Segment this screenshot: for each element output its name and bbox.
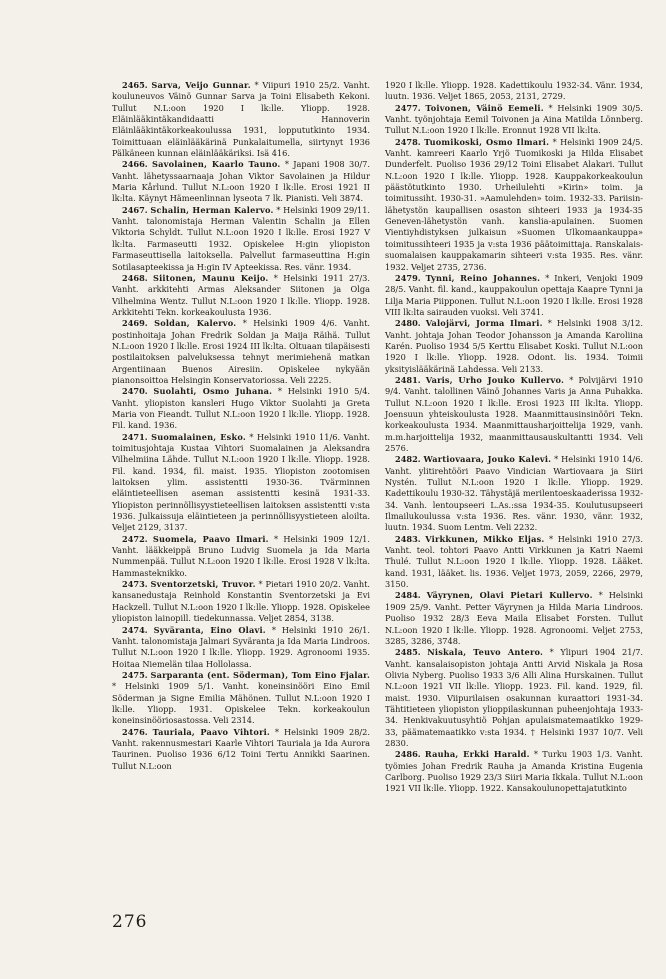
register-entry (385, 80, 643, 103)
register-entry (112, 670, 370, 727)
register-entry (112, 386, 370, 431)
entry-name: Sventorzetski, Truvor. (150, 579, 256, 590)
entry-text: * Ylipuri 1904 21/7. Vanht. kansalaisopiston johtaja Antti Arvid Niskala ja Rosa Olivia Nyberg. Puoliso 1933 3/6 Alli Alina Hurskainen. Tullut N.L:oon 1921 VII lk:lle. Yliopp. 1923. Fil. kand. 1929, fil. maist. 1930. Viipurilaisen osakunnan kuraattori 1931-34. Tähtitieteen yliopiston ylioppilaskunnan puheenjohtaja 1933-34. Henkivakuutusyhtiö Pohjan apulaismatemaatikko 1929-33, päämatemaatikko v:sta 1934. † Helsinki 1937 10/7. Veli 2830. (385, 647, 644, 748)
entry-name: Rauha, Erkki Harald. (424, 749, 530, 760)
entry-text: * Pietari 1910 20/2. Vanht. kansanedustaja Reinhold Konstantin Sventorzetski ja Evi Hackzell. Tullut N.L:oon 1920 I lk:lle. Yliopp. 1928. Opiskelee yliopiston lainopill. tiedekunnassa. Veljet 2854, 3138. (112, 579, 370, 624)
entry-name: Tynni, Reino Johannes. (425, 272, 541, 283)
entry-name: Virkkunen, Mikko Eljas. (425, 533, 545, 544)
entry-number: 2476. (122, 726, 148, 737)
entry-name: Suomalainen, Esko. (151, 431, 246, 442)
register-entry (112, 432, 370, 534)
entry-number: 2475. (122, 669, 148, 680)
entry-name: Sarparanta (ent. Söderman), Tom Eino Fjalar. (150, 669, 370, 680)
entry-number: 2472. (122, 533, 148, 544)
entry-name: Valojärvi, Jorma Ilmari. (425, 318, 543, 329)
entry-number: 2479. (395, 272, 421, 283)
entry-text: * Turku 1903 1/3. Vanht. työmies Johan Fredrik Rauha ja Amanda Kristina Eugenia Carlborg. Puoliso 1929 23/3 Siiri Maria Ikkala. Tullut N.L:oon 1921 VII lk:lle. Yliopp. 1922. Kansakoulunopettajatutkinto (385, 749, 644, 794)
entry-text: * Helsinki 1909 29/11. Vanht. talonomistaja Herman Valentin Schalin ja Ellen Viktoria Schyldt. Tullut N.L:oon 1920 I lk:lle. Erosi 1927 V lk:lta. Farmaseutti 1932. Opiskelee H:gin yliopiston Farmaseuttisella laitoksella. Palvellut farmaseuttina H:gin Sotilasapteekissa ja H:gin IV Apteekissa. Res. vänr. 1934. (112, 204, 371, 272)
entry-name: Toivonen, Väinö Eemeli. (425, 102, 544, 113)
entry-number: 2471. (122, 431, 148, 442)
entry-name: Suolahti, Osmo Juhana. (153, 386, 273, 397)
entry-number: 2485. (395, 647, 421, 658)
register-entry (112, 318, 370, 386)
entry-number: 2477. (395, 102, 421, 113)
entry-number: 2466. (122, 159, 148, 170)
entry-number: 2478. (395, 136, 421, 147)
register-entry (112, 273, 370, 318)
entry-text: * Helsinki 1910 11/6. Vanht. toimitusjohtaja Kustaa Vihtori Suomalainen ja Aleksandra Vilhelmiina Lähde. Tullut N.L:oon 1920 I lk:lle. Yliopp. 1928. Fil. kand. 1934, fil. maist. 1935. Yliopiston zootomisen laitoksen ylim. assistentti 1930-36. Tvärminnen eläintieteellisen aseman assistentti kesinä 1931-33. Yliopiston perinnöllisyystieteellisen laitoksen assistentti v:sta 1936. Julkaissuja eläintieteen ja perinnöllisyystieteen aloilta. Veljet 2129, 3137. (112, 431, 370, 533)
register-entry (385, 137, 643, 273)
page-number: 276 (112, 912, 148, 932)
register-entry (112, 727, 370, 772)
entry-text: * Inkeri, Venjoki 1909 28/5. Vanht. fil. kand., kauppakoulun opettaja Kaapre Tynni ja Lilja Maria Piipponen. Tullut N.L:oon 1920 I lk:lle. Erosi 1928 VIII lk:lta sairauden vuoksi. Veli 3741. (385, 272, 643, 317)
entry-number: 2482. (395, 454, 421, 465)
entry-name: Suomela, Paavo Ilmari. (152, 533, 269, 544)
entry-text: * Helsinki 1909 25/9. Vanht. Petter Väyrynen ja Hilda Maria Lindroos. Puoliso 1932 28/3 Eeva Maila Elisabet Forsten. Tullut N.L:oon 1920 I lk:lle. Yliopp. 1928. Agronoomi. Veljet 2753, 3285, 3286, 3748. (385, 590, 643, 646)
entry-name: Soldan, Kalervo. (154, 318, 237, 329)
entry-text: * Helsinki 1909 4/6. Vanht. postinhoitaja Johan Fredrik Soldan ja Maija Räihä. Tullut N.L:oon 1920 I lk:lle. Erosi 1924 III lk:lta. Oltuaan tilapäisesti postilaitoksen palveluksessa tehnyt merimiehenä matkan Argentiinaan Buenos Airesiin. Opiskelee nykyään pianonsoittoa Helsingin Konservatoriossa. Veli 2225. (112, 318, 370, 385)
register-entry (385, 273, 643, 318)
entry-number: 2483. (395, 533, 421, 544)
entry-number: 2465. (122, 80, 148, 90)
register-entry (385, 103, 643, 137)
register-entry (112, 534, 370, 579)
entry-text: * Polvijärvi 1910 9/4. Vanht. talollinen Väinö Johannes Varis ja Anna Puhakka. Tullut N.L:oon 1920 I lk:lle. Erosi 1923 III lk:lta. Yliopp. Joensuun yhteiskoulusta 1928. Maanmittausinsinööri Tekn. korkeakoulusta 1934. Maanmittausharjoittelija 1929, vanh. m.m.harjoittelija 1932, maanmittausauskultantti 1934. Veli 2576. (385, 374, 643, 453)
entry-name: Savolainen, Kaarlo Tauno. (152, 159, 281, 170)
entry-name: Väyrynen, Olavi Pietari Kullervo. (426, 590, 593, 601)
entry-text: * Viipuri 1910 25/2. Vanht. kouluneuvos Väinö Gunnar Sarva ja Toini Elisabeth Kekoni. Tullut N.L:oon 1920 I lk:lle. Yliopp. 1928. Eläinlääkintäkandidaatti Hannoverin Eläinlääkintäkorkeakoulussa 1931, loppututkinto 1934. Toimittuaan eläinlääkärinä Punkalaitumella, siirtynyt 1936 Pälkäneen kunnan eläinlääkäriksi. Isä 416. (112, 80, 370, 159)
entry-number: 2486. (395, 749, 421, 760)
register-entry (385, 375, 643, 454)
entry-number: 2481. (395, 374, 421, 385)
register-entry (112, 579, 370, 624)
register-entry (112, 625, 370, 670)
entry-number: 2469. (122, 318, 148, 329)
entry-name: Schalin, Herman Kalervo. (150, 204, 274, 215)
entry-text: * Helsinki 1909 28/2. Vanht. rakennusmestari Kaarle Vihtori Tauriala ja Ida Aurora Taurinen. Puoliso 1936 6/12 Toini Tertu Annikki Saarinen. Tullut N.L:oon (112, 726, 370, 771)
entry-text: 1920 I lk:lle. Yliopp. 1928. Kadettikoulu 1932-34. Vänr. 1934, luutn. 1936. Veljet 1865, 2053, 2131, 2729. (385, 80, 643, 102)
entry-number: 2467. (122, 204, 148, 215)
register-entry (385, 749, 643, 794)
register-entry (385, 647, 643, 749)
entry-text: * Helsinki 1909 24/5. Vanht. kamreeri Kaarlo Yrjö Tuomikoski ja Hilda Elisabet Dunderfelt. Puoliso 1936 29/12 Toini Elisabet Alakari. Tullut N.L:oon 1920 I lk:lle. Yliopp. 1928. Kauppakorkeakoulun päästötutkinto 1930. Urheilulehti »Kirin» toim. ja toimitussiht. 1930-31. »Aamulehden» toim. 1932-33. Pariisin-lähetystön kaupallisen osaston sihteeri 1933 ja 1934-35 Geneven-lähetystön vanh. kanslia-apulainen. Suomen Vientiyhdistyksen julkaisun »Suomen Ulkomaankauppa» toimitussihteeri 1935 ja v:sta 1936 päätoimittaja. Ranskalais-suomalaisen kauppakamarin sihteeri v:sta 1935. Res. vänr. 1932. Veljet 2735, 2736. (385, 136, 643, 272)
entry-number: 2468. (122, 272, 148, 283)
register-entry (112, 159, 370, 204)
entry-name: Tuomikoski, Osmo Ilmari. (424, 136, 550, 147)
entry-number: 2480. (395, 318, 421, 329)
register-entry (385, 318, 643, 375)
entry-name: Wartiovaara, Jouko Kalevi. (423, 454, 552, 465)
entry-name: Sarva, Veijo Gunnar. (151, 80, 251, 90)
entry-text: * Helsinki 1909 30/5. Vanht. työnjohtaja Eemil Toivonen ja Aina Matilda Lönnberg. Tullut N.L:oon 1920 I lk:lle. Eronnut 1928 VII lk:lta. (385, 102, 643, 136)
entry-text: * Helsinki 1910 27/3. Vanht. teol. tohtori Paavo Antti Virkkunen ja Katri Naemi Thulé. Tullut N.L:oon 1920 I lk:lle. Yliopp. 1928. Lääket. kand. 1931, lääket. lis. 1936. Veljet 1973, 2059, 2266, 2979, 3150. (385, 533, 643, 590)
entry-text: * Helsinki 1908 3/12. Vanht. johtaja Johan Teodor Johansson ja Amanda Karoliina Karén. Puoliso 1934 5/5 Kerttu Elisabet Koski. Tullut N.L:oon 1920 I lk:lle. Yliopp. 1928. Odont. lis. 1934. Toimii yksityislääkärinä Lahdessa. Veli 2133. (385, 318, 643, 374)
right-column (385, 80, 643, 795)
entry-text: * Helsinki 1909 5/1. Vanht. koneinsinööri Eino Emil Söderman ja Signe Emilia Mähönen. Tullut N.L:oon 1920 I lk:lle. Yliopp. 1931. Opiskelee Tekn. korkeakoulun koneinsinööriosastossa. Veli 2314. (112, 681, 370, 726)
register-entry (385, 590, 643, 647)
entry-text: * Helsinki 1909 12/1. Vanht. lääkkeippä Bruno Ludvig Suomela ja Ida Maria Nummenpää. Tullut N.L:oon 1920 I lk:lle. Erosi 1928 V lk:lta. Hammasteknikko. (112, 533, 370, 578)
entry-text: * Helsinki 1910 5/4. Vanht. yliopiston kansleri Hugo Viktor Suolahti ja Greta Maria von Fieandt. Tullut N.L:oon 1920 I lk:lle. Yliopp. 1928. Fil. kand. 1936. (112, 386, 370, 431)
entry-name: Syväranta, Eino Olavi. (153, 624, 266, 635)
entry-name: Tauriala, Paavo Vihtori. (152, 726, 270, 737)
register-entry (112, 80, 370, 159)
entry-name: Varis, Urho Jouko Kullervo. (425, 374, 565, 385)
entry-number: 2474. (122, 624, 148, 635)
entry-name: Siitonen, Maunu Keijo. (152, 272, 269, 283)
register-entry (385, 454, 643, 533)
entry-text: * Japani 1908 30/7. Vanht. lähetyssaarnaaja Johan Viktor Savolainen ja Hildur Maria Kårlund. Tullut N.L:oon 1920 I lk:lle. Erosi 1921 II lk:lta. Käynyt Hämeenlinnan lyseota 7 lk. Pianisti. Veli 3874. (112, 159, 370, 204)
entry-text: * Helsinki 1910 26/1. Vanht. talonomistaja Jalmari Syväranta ja Ida Maria Lindroos. Tullut N.L:oon 1920 I lk:lle. Yliopp. 1929. Agronoomi 1935. Hoitaa Niemelän tilaa Hollolassa. (112, 624, 370, 669)
entry-text: * Helsinki 1910 14/6. Vanht. ylitirehtööri Paavo Vindician Wartiovaara ja Siiri Nystén. Tullut N.L:oon 1920 I lk:lle. Yliopp. 1929. Kadettikoulu 1930-32. Tähystäjä merilentoeskaaderissa 1932-34. Vanh. lentoupseeri L.As.:ssa 1934-35. Koulutusupseeri Ilmailukoulussa v:sta 1936. Res. vänr. 1930, vänr. 1932, luutn. 1934. Suom Lentm. Veli 2232. (385, 454, 644, 533)
left-column (112, 80, 370, 772)
entry-text: * Helsinki 1911 27/3. Vanht. arkkitehti Armas Aleksander Siitonen ja Olga Vilhelmina Wentz. Tullut N.L:oon 1920 I lk:lle. Yliopp. 1928. Arkkitehti Tekn. korkeakoulusta 1936. (112, 272, 370, 317)
entry-number: 2470. (122, 386, 148, 397)
register-entry (112, 205, 370, 273)
entry-name: Niskala, Teuvo Antero. (427, 647, 544, 658)
entry-number: 2484. (395, 590, 421, 601)
register-entry (385, 534, 643, 591)
entry-number: 2473. (122, 579, 148, 590)
